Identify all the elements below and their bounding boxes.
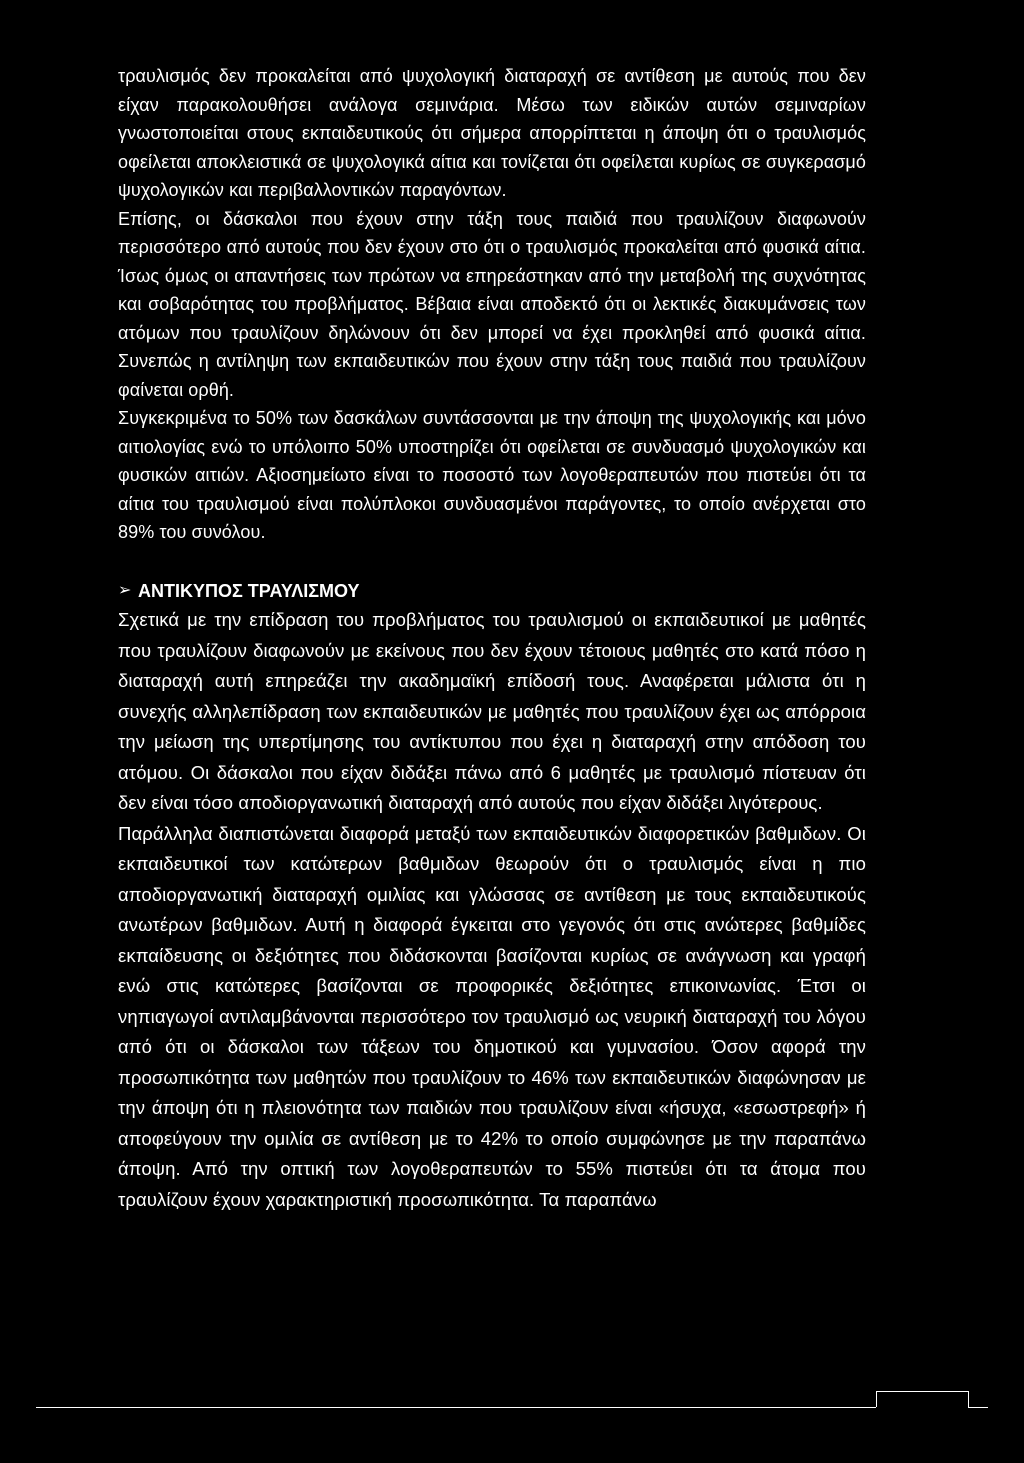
section-heading [118,577,866,606]
section-paragraph: Σχετικά με την επίδραση του προβλήματος του τραυλισμού οι εκπαιδευτικοί με μαθητές που τραυλίζουν διαφωνούν με εκείνους που δεν έχουν τέτοιους μαθητές στο κατά πόσο η διαταραχή αυτή επηρεάζει την ακαδημαϊκή επίδοσή τους. Αναφέρεται μάλιστα ότι η συνεχής αλληλεπίδραση των εκπαιδευτικών με μαθητές που τραυλίζουν έχει ως απόρροια την μείωση της υπερτίμησης του αντίκτυπου που έχει η διαταραχή στην απόδοση του ατόμου. Οι δάσκαλοι που είχαν διδάξει πάνω από 6 μαθητές με τραυλισμό πίστευαν ότι δεν είναι τόσο αποδιοργανωτική διαταραχή από αυτούς που είχαν διδάξει λιγότερους. [118,609,866,813]
body-paragraph: Επίσης, οι δάσκαλοι που έχουν στην τάξη τους παιδιά που τραυλίζουν διαφωνούν περισσότερο από αυτούς που δεν έχουν στο ότι ο τραυλισμός προκαλείται από φυσικά αίτια. Ίσως όμως οι απαντήσεις των πρώτων να επηρεάστηκαν από την μεταβολή της συχνότητας και σοβαρότητας του προβλήματος. Βέβαια είναι αποδεκτό ότι οι λεκτικές διακυμάνσεις των ατόμων που τραυλίζουν δηλώνουν ότι δεν μπορεί να έχει προκληθεί από φυσικά αίτια. Συνεπώς η αντίληψη των εκπαιδευτικών που έχουν στην τάξη τους παιδιά που τραυλίζουν φαίνεται ορθή. [118,208,866,400]
body-paragraph: τραυλισμός δεν προκαλείται από ψυχολογική διαταραχή σε αντίθεση με αυτούς που δεν είχαν παρακολουθήσει ανάλογα σεμινάρια. Μέσω των ειδικών αυτών σεμιναρίων γνωστοποιείται στους εκπαιδευτικούς ότι σήμερα απορρίπτεται η άποψη ότι ο τραυλισμός οφείλεται αποκλειστικά σε ψυχολογικά αίτια και τονίζεται ότι οφείλεται κυρίως σε συγκερασμό ψυχολογικών και περιβαλλοντικών παραγόντων. [118,66,866,200]
arrow-right-icon: ➢ [118,581,132,599]
footer-bracket [876,1391,968,1407]
section-spacer [118,547,866,577]
body-paragraph: Συγκεκριμένα το 50% των δασκάλων συντάσσονται με την άποψη της ψυχολογικής και μόνο αιτιολογίας ενώ το υπόλοιπο 50% υποστηρίζει ότι οφείλεται σε συνδυασμό ψυχολογικών και φυσικών αιτιών. Αξιοσημείωτο είναι το ποσοστό των λογοθεραπευτών που πιστεύει ότι τα αίτια του τραυλισμού είναι πολύπλοκοι συνδυασμένοι παράγοντες, το οποίο ανέρχεται στο 89% του συνόλου. [118,408,866,542]
section-heading-text: ΑΝΤΙΚΥΠΟΣ ΤΡΑΥΛΙΣΜΟΥ [138,580,360,601]
section-paragraph: Παράλληλα διαπιστώνεται διαφορά μεταξύ των εκπαιδευτικών διαφορετικών βαθμιδων. Οι εκπαιδευτικοί των κατώτερων βαθμιδων θεωρούν ότι ο τραυλισμός είναι η πιο αποδιοργανωτική διαταραχή ομιλίας και γλώσσας σε αντίθεση με τους εκπαιδευτικούς ανωτέρων βαθμιδων. Αυτή η διαφορά έγκειται στο γεγονός ότι στις ανώτερες βαθμίδες εκπαίδευσης οι δεξιότητες που διδάσκονται βασίζονται κυρίως σε ανάγνωση και γραφή ενώ στις κατώτερες βασίζονται σε προφορικές δεξιότητες επικοινωνίας. Έτσι οι νηπιαγωγοί αντιλαμβάνονται περισσότερο τον τραυλισμό ως νευρική διαταραχή του λόγου από ότι οι δάσκαλοι των τάξεων του δημοτικού και γυμνασίου. Όσον αφορά την προσωπικότητα των μαθητών που τραυλίζουν το 46% των εκπαιδευτικών διαφώνησαν με την άποψη ότι η πλειονότητα των παιδιών που τραυλίζουν είναι «ήσυχα, «εσωστρεφή» ή αποφεύγουν την ομιλία σε αντίθεση με το 42% το οποίο συμφώνησε με την παραπάνω άποψη. Από την οπτική των λογοθεραπευτών το 55% πιστεύει ότι τα άτομα που τραυλίζουν έχουν χαρακτηριστική προσωπικότητα. Τα παραπάνω [118,822,866,1210]
footer-rule [36,1407,876,1408]
footer-rule-tail [968,1407,988,1408]
document-page [118,62,866,1215]
